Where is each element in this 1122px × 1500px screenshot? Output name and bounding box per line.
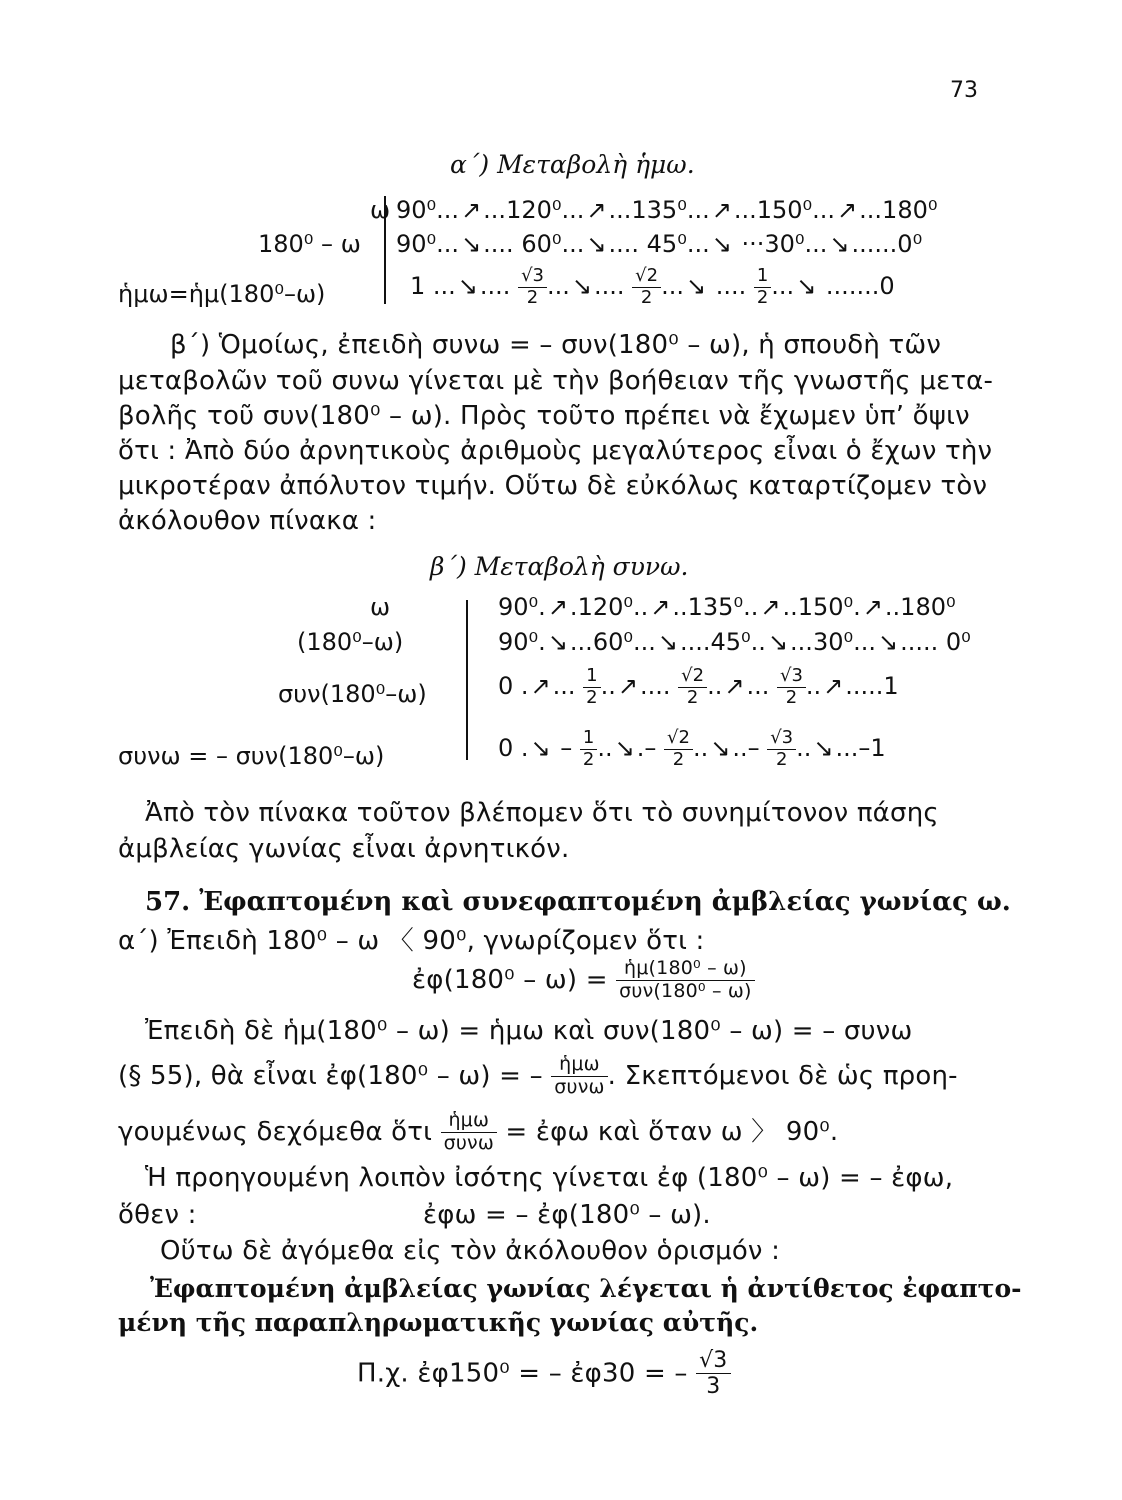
fraction-sin-over-cos: $\frac{\text{ἡμω}}{\text{συνω}}$ — [551, 1054, 607, 1099]
value-cell: 0 — [879, 272, 895, 301]
arrow-up-icon: ↗ — [760, 593, 781, 621]
line4-left: γουμένως δεχόμεθα ὅτι — [118, 1116, 433, 1147]
equation-left: ἐφ(180⁰ – ω) = — [412, 964, 608, 995]
para-b-line6: ἀκόλουθον πίνακα : — [118, 506, 377, 536]
line3-right: . Σκεπτόμενοι δὲ ὡς προη- — [607, 1060, 958, 1091]
value-cell: 30⁰ — [764, 230, 805, 258]
value-cell: 180⁰ — [882, 196, 938, 224]
value-cell: 90⁰ — [498, 628, 539, 656]
para-c-line2: ἀμβλείας γωνίας εἶναι ἀρνητικόν. — [118, 834, 570, 864]
arrow-down-icon: ↘ — [685, 272, 707, 301]
fraction-minus-sqrt2-over-2: $\frac{√2}{2}$ — [664, 728, 693, 770]
equation-tan-180 — [412, 958, 755, 1003]
arrow-down-icon: ↘ — [547, 628, 568, 656]
section-57-line6-left: ὅθεν : — [118, 1200, 197, 1230]
arrow-down-icon: ↘ — [614, 734, 635, 763]
value-cell: 0 — [498, 734, 514, 763]
section-57-line3 — [118, 1054, 958, 1099]
definition-line1: Ἐφαπτομένη ἀμβλείας γωνίας λέγεται ἡ ἀντίθετος ἐφαπτο- — [150, 1274, 1022, 1303]
fraction-1-over-2: $\frac{1}{2}$ — [583, 666, 600, 708]
fraction-sqrt2-over-2: $\frac{√2}{2}$ — [678, 666, 707, 708]
arrow-up-icon: ↗ — [650, 593, 671, 621]
fraction-sqrt3-over-3: $\frac{√3}{3}$ — [696, 1348, 730, 1400]
arrow-up-icon: ↗ — [461, 196, 482, 224]
arrow-down-icon: ↘ — [571, 272, 592, 301]
value-cell: 45⁰ — [710, 628, 751, 656]
section-b-row2: 90⁰.↘...60⁰...↘....45⁰..↘...30⁰...↘..... 0⁰ — [498, 628, 971, 656]
arrow-up-icon: ↗ — [823, 672, 844, 701]
section-b-label-omega: ω — [370, 593, 391, 621]
value-cell: 1 — [883, 672, 899, 701]
section-a-row2: 90⁰...↘.... 60⁰...↘.... 45⁰...↘ ···30⁰...↘......0⁰ — [396, 230, 923, 258]
arrow-up-icon: ↗ — [862, 593, 883, 621]
section-57-line1: α΄) Ἐπειδὴ 180⁰ – ω 〈 90⁰, γνωρίζομεν ὅτι : — [118, 926, 705, 956]
value-cell: 135⁰ — [631, 196, 687, 224]
value-cell: 135⁰ — [687, 593, 744, 621]
arrow-up-icon: ↗ — [547, 593, 568, 621]
definition-line2: μένη τῆς παραπληρωματικῆς γωνίας αὐτῆς. — [118, 1308, 759, 1337]
arrow-down-icon: ↘ — [457, 272, 478, 301]
arrow-up-icon: ↗ — [530, 672, 551, 701]
para-c-line1: Ἀπὸ τὸν πίνακα τοῦτον βλέπομεν ὅτι τὸ συνημίτονον πάσης — [145, 798, 939, 828]
arrow-up-icon: ↗ — [617, 672, 638, 701]
arrow-down-icon: ↘ — [813, 734, 834, 763]
example-left: Π.χ. ἐφ150⁰ = – ἐφ30 = – — [357, 1358, 688, 1389]
value-cell: 90⁰ — [498, 593, 539, 621]
value-cell: 60⁰ — [592, 628, 633, 656]
line3-left: (§ 55), θὰ εἶναι ἐφ(180⁰ – ω) = – — [118, 1060, 543, 1091]
value-cell: 45⁰ — [646, 230, 687, 258]
section-b-row1: 90⁰.↗.120⁰..↗..135⁰..↗..150⁰.↗..180⁰ — [498, 593, 956, 621]
section-57-line2: Ἐπειδὴ δὲ ἡμ(180⁰ – ω) = ἡμω καὶ συν(180⁰ – ω) = – συνω — [145, 1016, 913, 1046]
fraction-sqrt2-over-2: $\frac{√2}{2}$ — [632, 266, 661, 308]
arrow-up-icon: ↗ — [837, 196, 858, 224]
section-a-label-sin: ἡμω=ἡμ(180⁰–ω) — [118, 280, 326, 308]
arrow-down-icon: ↘ — [796, 272, 817, 301]
section-b-row4: 0 .↘ – $\frac{1}{2}$ ..↘.– $\frac{√2}{2}$ ..↘..– $\frac{√3}{2}$ ..↘...–1 — [498, 727, 886, 770]
section-a-row1: 90⁰...↗...120⁰...↗...135⁰...↗...150⁰...↗...180⁰ — [396, 196, 938, 224]
section-57-line7: Οὕτω δὲ ἀγόμεθα εἰς τὸν ἀκόλουθον ὁρισμόν : — [160, 1236, 781, 1266]
value-cell: 150⁰ — [797, 593, 854, 621]
arrow-down-icon: ↘ — [657, 628, 678, 656]
section-a-brace — [384, 196, 386, 304]
value-cell: 90⁰ — [396, 230, 437, 258]
arrow-up-icon: ↗ — [711, 196, 732, 224]
value-cell: 90⁰ — [396, 196, 437, 224]
value-cell: 120⁰ — [506, 196, 562, 224]
page-number: 73 — [950, 78, 978, 103]
section-b-label-cos: συνω = – συν(180⁰–ω) — [118, 742, 385, 770]
section-57-line4 — [118, 1110, 838, 1155]
arrow-up-icon: ↗ — [724, 672, 745, 701]
section-b-row3: 0 .↗... $\frac{1}{2}$ ..↗.... $\frac{√2}{2}$ ..↗... $\frac{√3}{2}$ ..↗.....1 — [498, 665, 899, 708]
section-a-label-omega: ω — [370, 196, 391, 224]
para-b-line4: ὅτι : Ἀπὸ δύο ἀρνητικοὺς ἀριθμοὺς μεγαλύτερος εἶναι ὁ ἔχων τὴν — [118, 436, 993, 466]
section-a-label-180: 180⁰ – ω — [258, 230, 361, 258]
para-b-line1: β΄) Ὁμοίως, ἐπειδὴ συνω = – συν(180⁰ – ω), ἡ σπουδὴ τῶν — [170, 330, 942, 360]
value-cell: 0⁰ — [945, 628, 971, 656]
example-equation — [357, 1348, 731, 1400]
value-cell: 60⁰ — [521, 230, 562, 258]
fraction-sqrt3-over-2: $\frac{√3}{2}$ — [518, 266, 547, 308]
section-57-line6-eq: ἐφω = – ἐφ(180⁰ – ω). — [423, 1200, 711, 1230]
arrow-down-icon: ↘ — [710, 734, 731, 763]
value-cell: 150⁰ — [756, 196, 813, 224]
line4-right: = ἐφω καὶ ὅταν ω 〉 90⁰. — [505, 1116, 839, 1147]
para-b-line2: μεταβολῶν τοῦ συνω γίνεται μὲ τὴν βοήθειαν τῆς γνωστῆς μετα- — [118, 366, 994, 396]
section-b-heading: β΄) Μεταβολὴ συνω. — [430, 552, 689, 581]
value-cell: 0 — [498, 672, 514, 701]
arrow-down-icon: ↘ — [711, 230, 732, 258]
fraction-sin-over-cos: $\frac{\text{ἡμ(180⁰ – ω)}}{\text{συν(180⁰ – ω)}}$ — [616, 958, 754, 1003]
arrow-down-icon: ↘ — [878, 628, 899, 656]
section-b-brace — [466, 600, 468, 760]
value-cell: 0⁰ — [897, 230, 923, 258]
value-cell: –1 — [858, 734, 886, 763]
fraction-sqrt3-over-2: $\frac{√3}{2}$ — [777, 666, 806, 708]
fraction-sin-over-cos: $\frac{\text{ἡμω}}{\text{συνω}}$ — [441, 1110, 497, 1155]
value-cell: 1 — [410, 272, 426, 301]
arrow-down-icon: ↘ — [586, 230, 607, 258]
section-57-line5: Ἡ προηγουμένη λοιπὸν ἰσότης γίνεται ἐφ (180⁰ – ω) = – ἐφω, — [145, 1163, 954, 1193]
para-b-line3: βολῆς τοῦ συν(180⁰ – ω). Πρὸς τοῦτο πρέπει νὰ ἔχωμεν ὑπ’ ὄψιν — [118, 401, 970, 431]
section-a-row3: 1 ...↘.... $\frac{√3}{2}$ ...↘.... $\frac{√2}{2}$ ...↘ .... $\frac{1}{2}$ ...↘ .......0 — [410, 265, 895, 308]
arrow-up-icon: ↗ — [586, 196, 607, 224]
section-57-title: 57. Ἐφαπτομένη καὶ συνεφαπτομένη ἀμβλείας γωνίας ω. — [145, 887, 1011, 917]
fraction-minus-1-over-2: $\frac{1}{2}$ — [580, 728, 597, 770]
fraction-1-over-2: $\frac{1}{2}$ — [754, 266, 771, 308]
arrow-down-icon: ↘ — [829, 230, 850, 258]
arrow-down-icon: ↘ — [461, 230, 482, 258]
arrow-down-icon: ↘ — [530, 734, 551, 763]
para-b-line5: μικροτέραν ἀπόλυτον τιμήν. Οὕτω δὲ εὐκόλως καταρτίζομεν τὸν — [118, 471, 988, 501]
value-cell: 180⁰ — [900, 593, 956, 621]
value-cell: 120⁰ — [577, 593, 633, 621]
section-b-label-cos180: συν(180⁰–ω) — [278, 680, 427, 708]
value-cell: 30⁰ — [812, 628, 854, 656]
section-a-heading: α΄) Μεταβολὴ ἡμω. — [450, 150, 695, 179]
fraction-minus-sqrt3-over-2: $\frac{√3}{2}$ — [767, 728, 796, 770]
section-b-label-180: (180⁰–ω) — [297, 628, 404, 656]
arrow-down-icon: ↘ — [767, 628, 789, 656]
